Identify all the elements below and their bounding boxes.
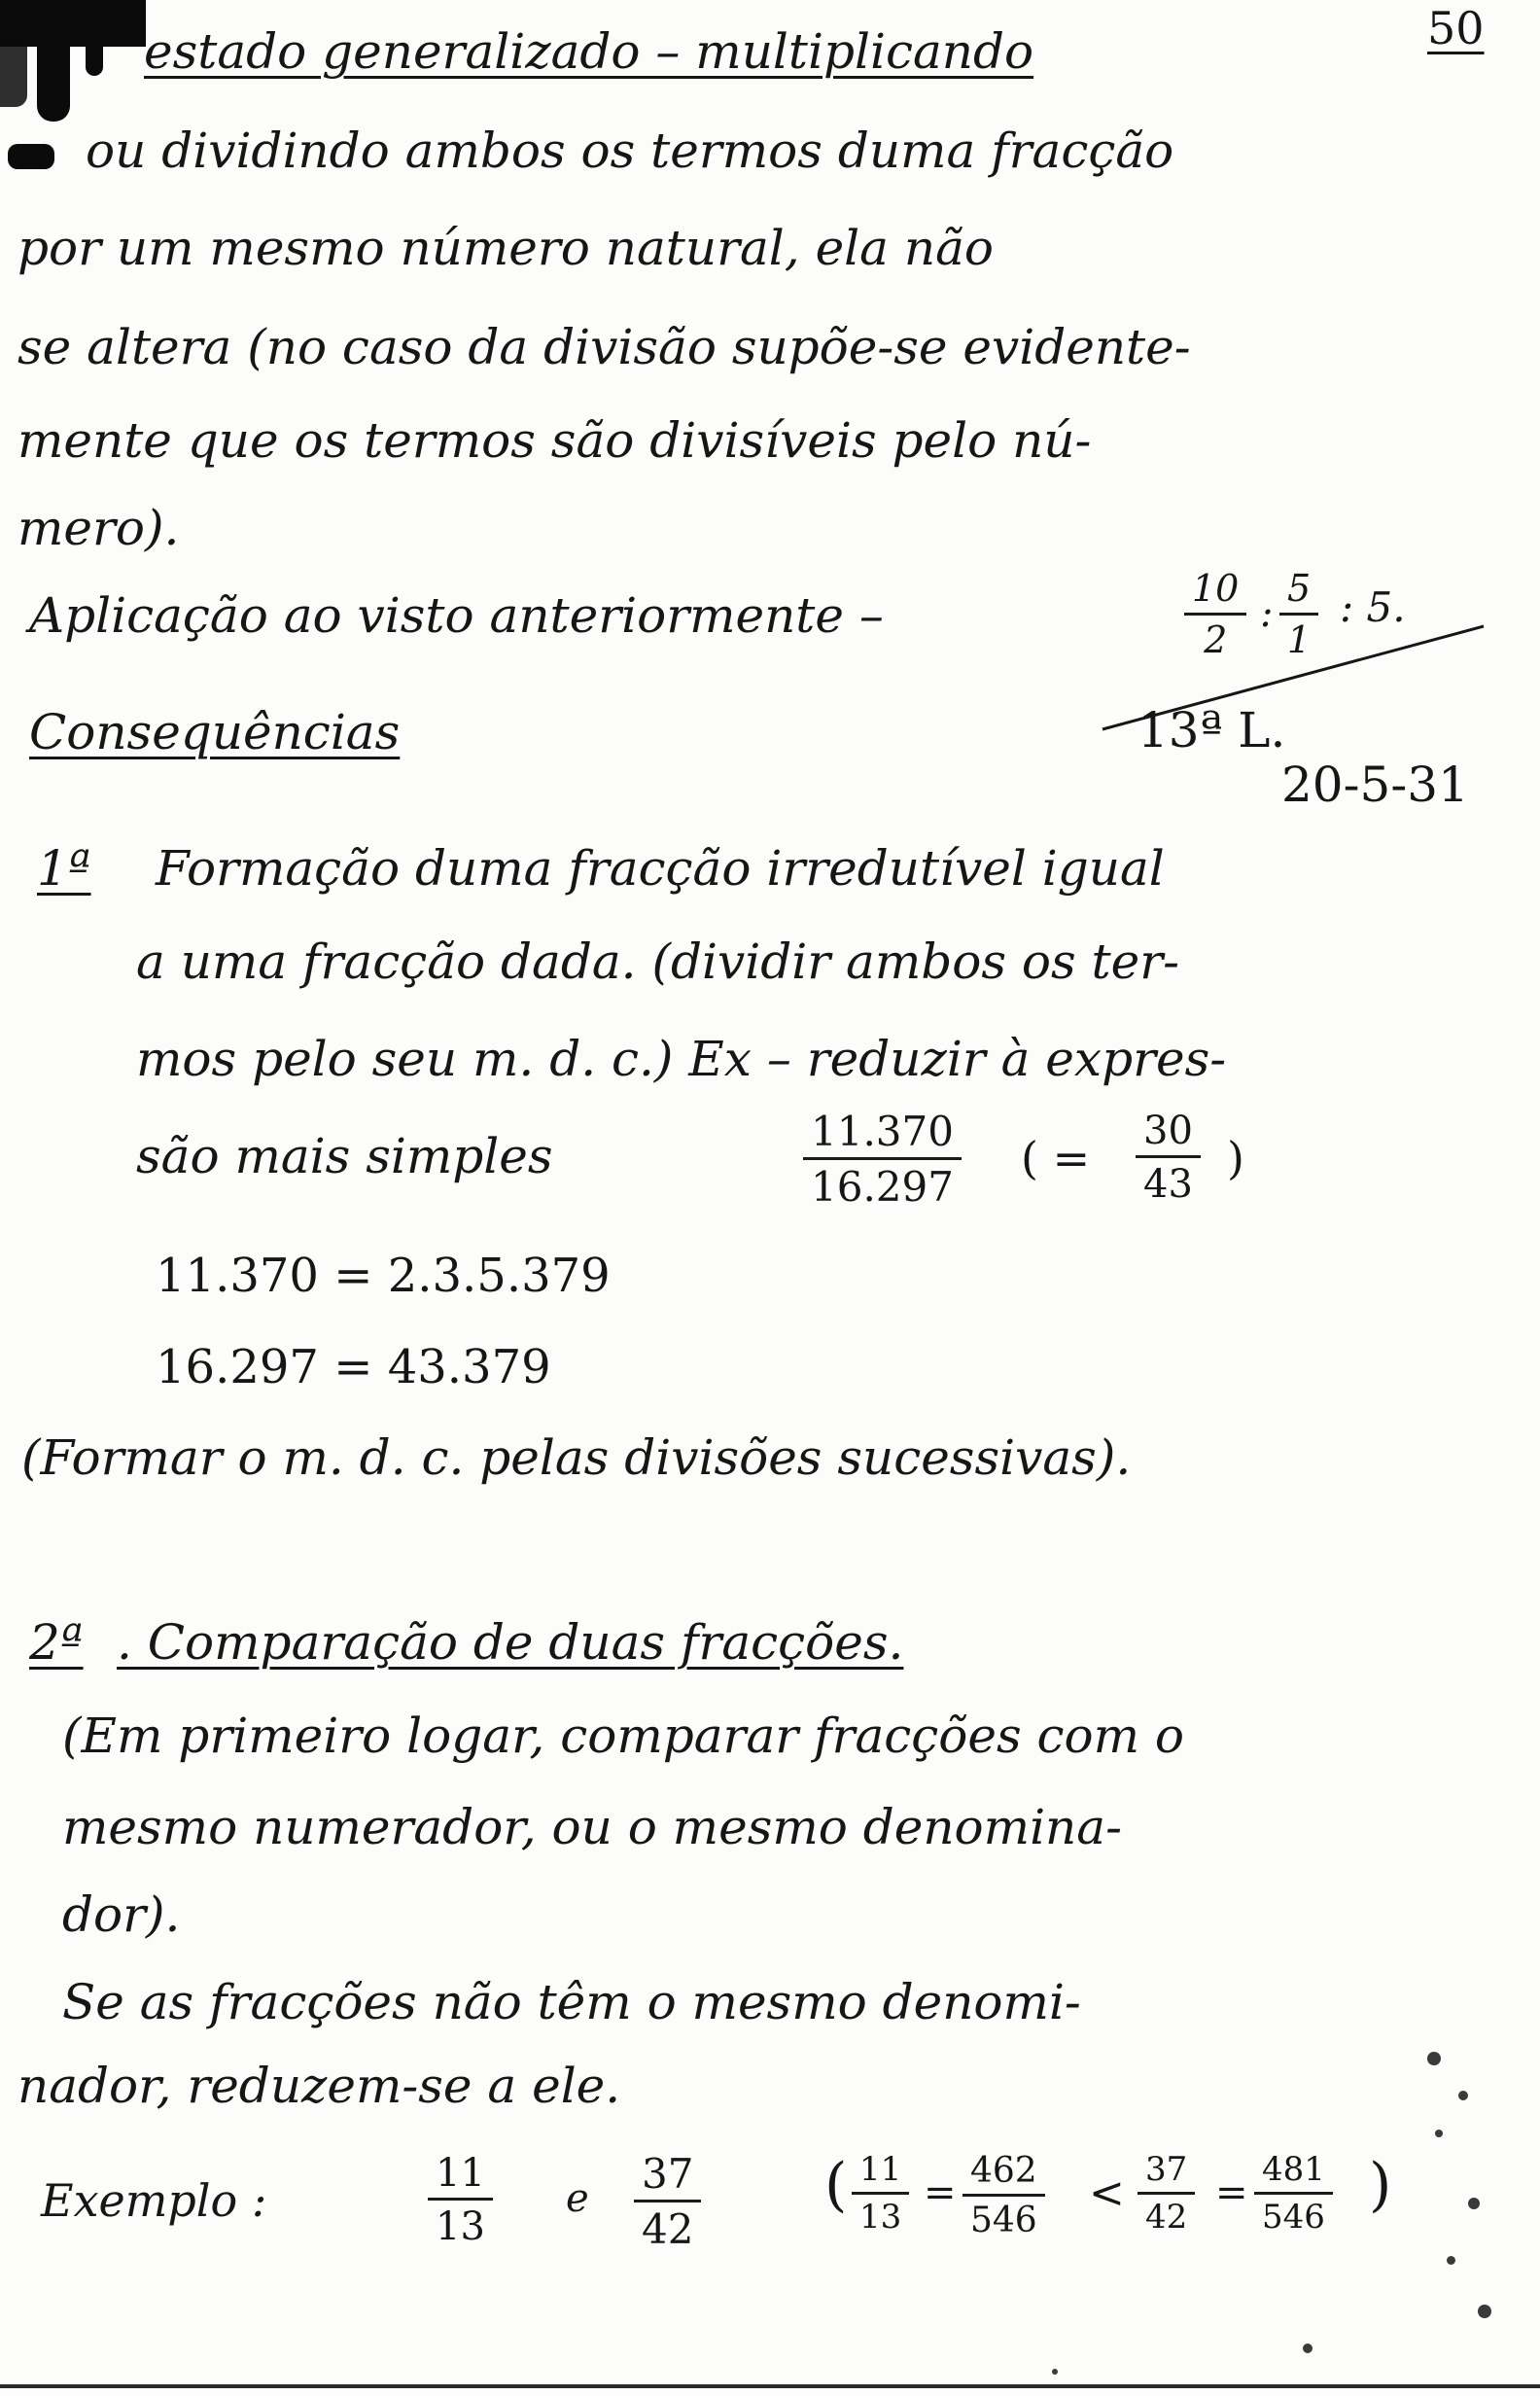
ink-mark	[8, 144, 54, 169]
text-line: mente que os termos são divisíveis pelo nú-	[18, 412, 1092, 469]
text-line: a uma fracção dada. (dividir ambos os ter-	[136, 934, 1180, 990]
equals-sign: =	[924, 2170, 957, 2215]
numerator: 462	[962, 2153, 1045, 2197]
factorization-line: 16.297 = 43.379	[156, 1340, 551, 1394]
scan-noise	[1468, 2198, 1480, 2209]
denominator: 13	[859, 2197, 902, 2237]
denominator: 546	[1262, 2197, 1325, 2237]
scan-noise	[1303, 2343, 1312, 2353]
factorization-line: 11.370 = 2.3.5.379	[156, 1249, 611, 1303]
and-word: e	[566, 2176, 589, 2221]
paren-close: )	[1227, 1132, 1244, 1184]
text-line: Se as fracções não têm o mesmo denomi-	[62, 1974, 1081, 2030]
numerator: 37	[634, 2153, 701, 2202]
text-line: (Em primeiro logar, comparar fracções com o	[62, 1708, 1185, 1764]
numerator: 37	[1138, 2153, 1195, 2195]
text-line: estado generalizado – multiplicando	[144, 23, 1034, 80]
equals-sign: =	[1215, 2170, 1248, 2215]
first-marker: 1ª	[37, 840, 91, 897]
fraction-37-over-42	[1138, 2150, 1195, 2237]
scan-noise	[1447, 2256, 1455, 2265]
scan-noise	[1478, 2305, 1491, 2318]
ink-drip	[86, 39, 103, 76]
denominator: 2	[1204, 617, 1228, 661]
denominator: 1	[1287, 617, 1312, 661]
text-line: se altera (no caso da divisão supõe-se evidente-	[18, 319, 1191, 375]
numerator: 30	[1136, 1110, 1201, 1158]
denominator: 42	[1145, 2197, 1188, 2237]
denominator: 546	[970, 2200, 1037, 2240]
paren-open: (	[824, 2151, 848, 2219]
gcd-note: (Formar o m. d. c. pelas divisões sucessivas).	[21, 1429, 1132, 1486]
lesson-number: 13ª L.	[1138, 702, 1286, 758]
fraction-11-over-13	[428, 2153, 493, 2247]
result-value: : 5.	[1340, 583, 1406, 631]
denominator: 13	[436, 2204, 485, 2249]
lesson-date: 20-5-31	[1281, 757, 1469, 813]
fraction-481-over-546	[1254, 2150, 1333, 2237]
page-number: 50	[1427, 2, 1485, 54]
paren-open-equals: ( =	[1021, 1132, 1091, 1184]
less-than-sign: <	[1089, 2168, 1125, 2218]
fraction-11-over-13	[852, 2150, 909, 2237]
text-line: mesmo numerador, ou o mesmo denomina-	[62, 1799, 1122, 1855]
scan-noise	[1427, 2052, 1441, 2065]
scan-noise	[1435, 2130, 1443, 2137]
scan-noise	[1052, 2369, 1058, 2375]
numerator: 11	[428, 2153, 493, 2201]
text-line: mero).	[18, 500, 180, 556]
denominator: 43	[1143, 1162, 1193, 1207]
denominator: 42	[642, 2205, 694, 2254]
consequences-heading: Consequências	[29, 704, 401, 760]
fraction-11370-over-16297	[803, 1108, 962, 1212]
text-line: mos pelo seu m. d. c.) Ex – reduzir à expres-	[136, 1031, 1227, 1087]
text-line: dor).	[62, 1886, 181, 1943]
numerator: 10	[1184, 570, 1246, 616]
text-line: ou dividindo ambos os termos duma fracção	[86, 123, 1174, 179]
paren-close: )	[1369, 2151, 1392, 2219]
numerator: 11	[852, 2153, 909, 2195]
fraction-462-over-546	[962, 2153, 1045, 2239]
fraction-37-over-42	[634, 2150, 701, 2254]
text-line: são mais simples	[136, 1128, 553, 1184]
second-marker: 2ª	[29, 1614, 84, 1671]
scan-noise	[1458, 2091, 1468, 2100]
numerator: 5	[1279, 570, 1318, 616]
text-line: Formação duma fracção irredutível igual	[156, 840, 1165, 897]
ink-drip	[37, 39, 70, 122]
second-heading: . Comparação de duas fracções.	[117, 1614, 904, 1671]
text-line: por um mesmo número natural, ela não	[18, 220, 994, 276]
application-text: Aplicação ao visto anteriormente –	[29, 587, 884, 644]
denominator: 16.297	[811, 1163, 954, 1212]
fraction-30-over-43	[1136, 1110, 1201, 1205]
colon-sign: :	[1260, 591, 1274, 636]
numerator: 11.370	[803, 1110, 962, 1160]
bottom-edge-line	[0, 2384, 1540, 2388]
text-line: nador, reduzem-se a ele.	[18, 2058, 621, 2114]
example-label: Exemplo :	[41, 2174, 267, 2227]
ink-drip	[0, 39, 27, 107]
numerator: 481	[1254, 2153, 1333, 2195]
